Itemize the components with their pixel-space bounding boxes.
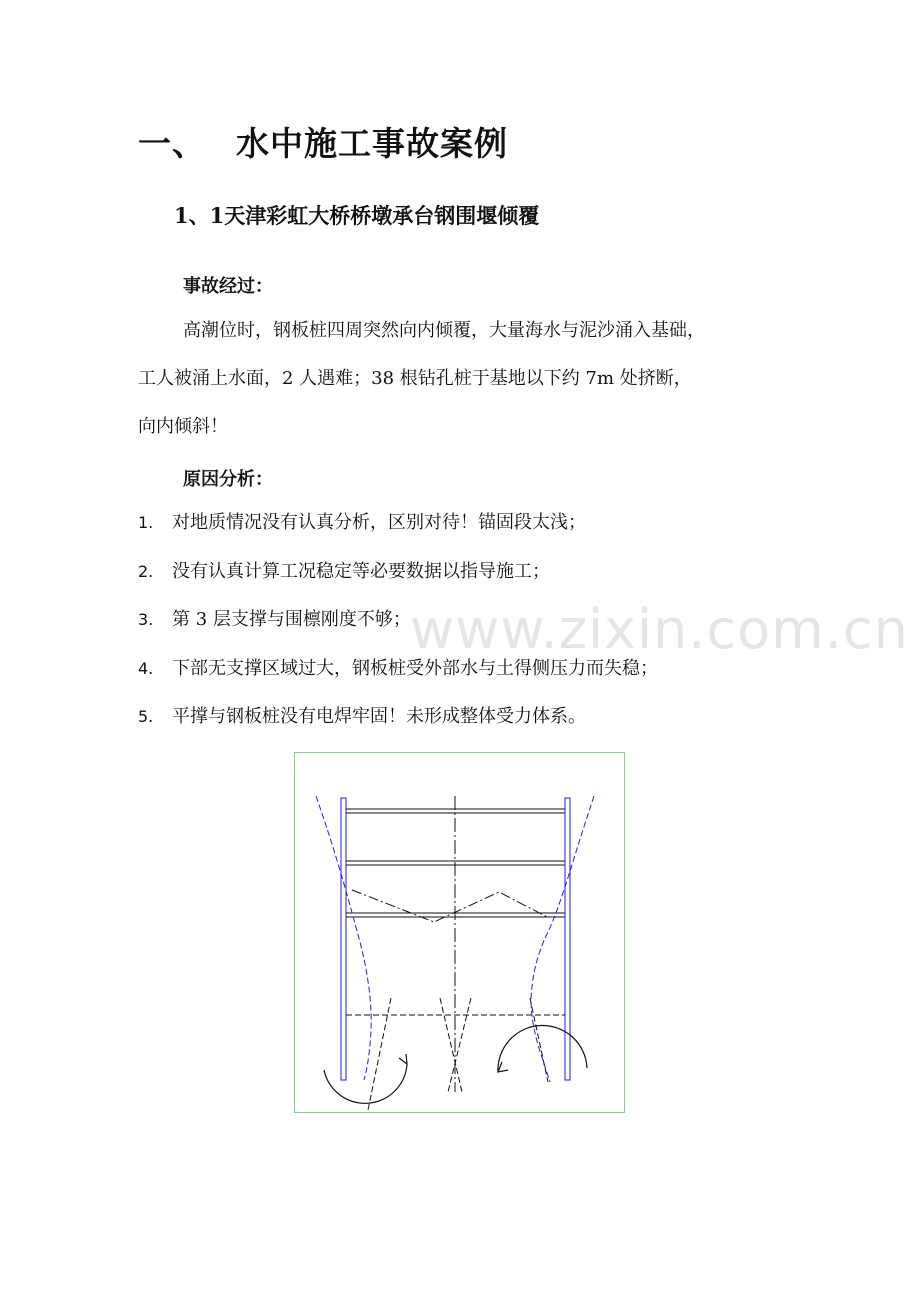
list-number: 4. <box>138 658 154 678</box>
right-rotation-arc <box>498 1025 587 1072</box>
list-text: 平撑与钢板桩没有电焊牢固！未形成整体受力体系。 <box>172 706 586 727</box>
list-text: 对地质情况没有认真分析，区别对待！锚固段太浅； <box>172 512 586 533</box>
paragraph-line: 工人被涌上水面，2 人遇难；38 根钻孔桩于基地以下约 7m 处挤断， <box>138 368 692 389</box>
paragraph-line: 向内倾斜！ <box>138 416 228 437</box>
deformed-right-pile <box>531 796 594 1082</box>
right-arrowhead <box>498 1062 508 1072</box>
list-item <box>138 552 658 601</box>
list-text: 没有认真计算工况稳定等必要数据以指导施工； <box>172 560 550 582</box>
process-label: 事故经过： <box>183 276 273 297</box>
section-number: 一、 <box>138 124 206 163</box>
list-item <box>138 503 658 552</box>
cause-label: 原因分析： <box>183 469 273 490</box>
cofferdam-collapse-diagram-icon <box>294 752 625 1113</box>
subsection-heading: 1、1天津彩虹大桥桥墩承台钢围堰倾覆 <box>174 203 540 228</box>
list-number: 3. <box>138 610 154 629</box>
section-heading <box>138 118 508 165</box>
list-item <box>138 697 658 746</box>
list-number: 5. <box>138 707 154 726</box>
section-title: 水中施工事故案例 <box>236 124 508 163</box>
left-arrowhead <box>399 1054 407 1064</box>
list-text: 下部无支撑区域过大，钢板桩受外部水与土得侧压力而失稳； <box>172 657 658 679</box>
paragraph-line: 高潮位时，钢板桩四周突然向内倾覆，大量海水与泥沙涌入基础， <box>183 320 705 341</box>
right-sheet-pile <box>565 798 570 1080</box>
list-text: 第 3 层支撑与围檩刚度不够； <box>172 609 411 630</box>
cofferdam-diagram <box>294 752 625 1113</box>
left-rotation-arc <box>324 1064 407 1103</box>
watermark: www.zixin.com.cn <box>410 598 909 661</box>
list-number: 1. <box>138 513 154 532</box>
left-sheet-pile <box>341 798 346 1080</box>
process-paragraph <box>138 307 798 451</box>
list-number: 2. <box>138 561 154 581</box>
